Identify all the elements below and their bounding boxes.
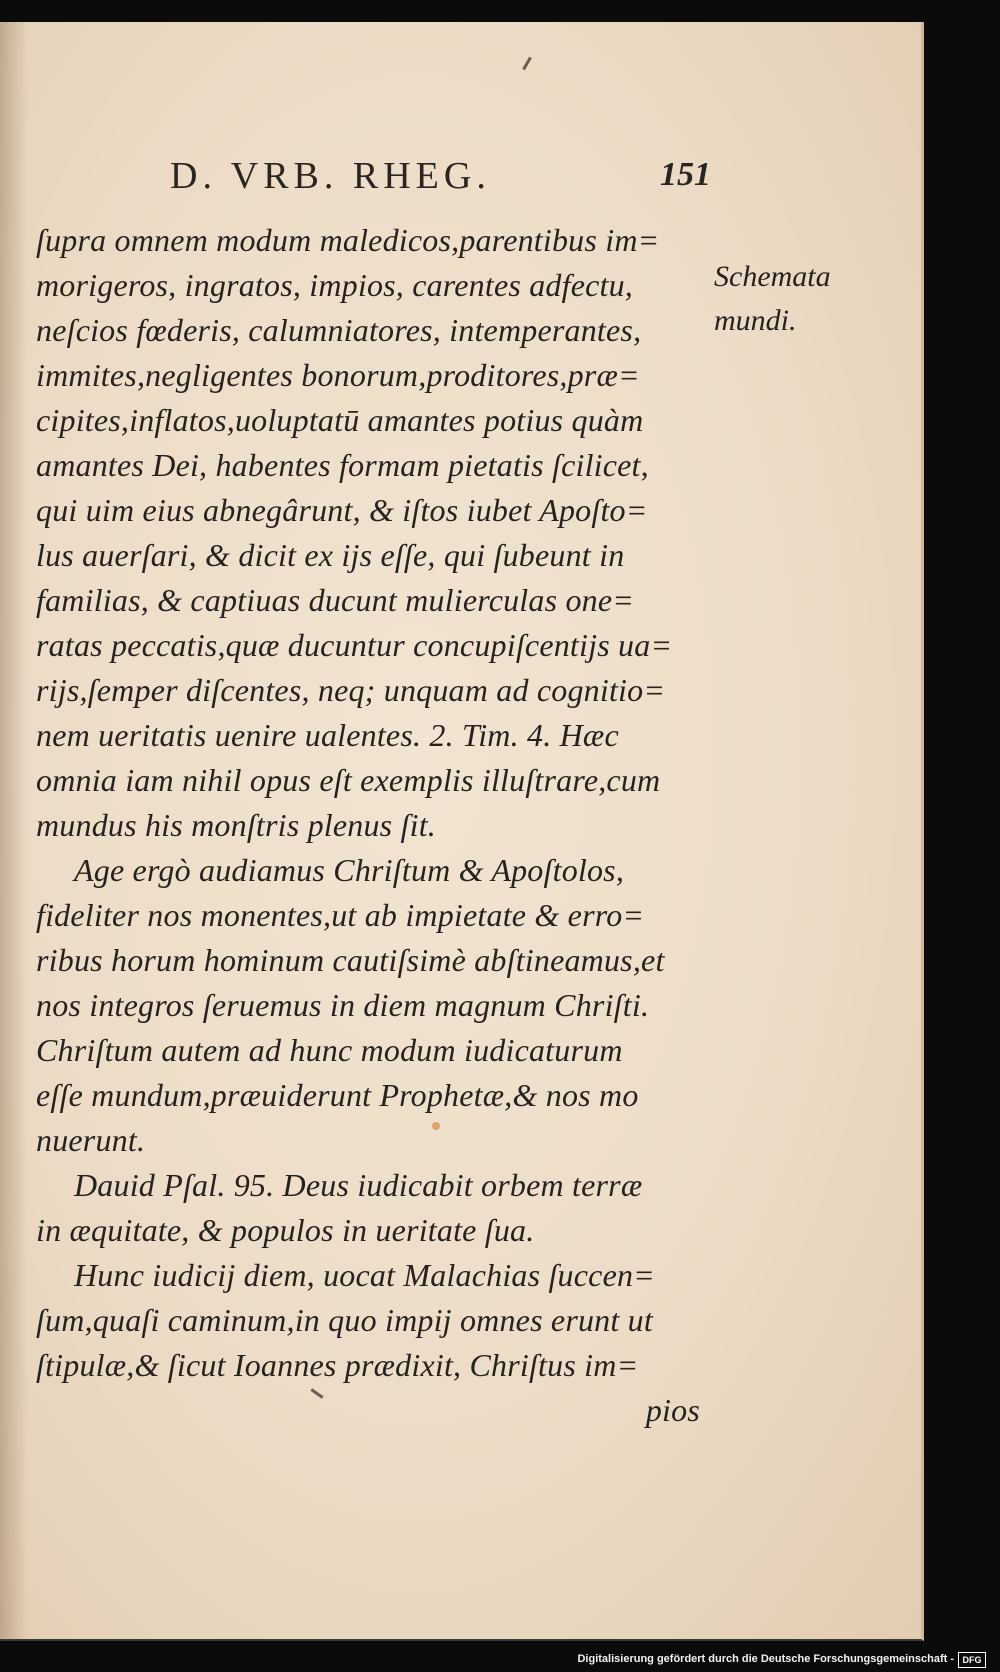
text-line: ſupra omnem modum maledicos,parentibus im= (36, 222, 660, 258)
text-line: Hunc iudicij diem, uocat Malachias ſuccen= (74, 1257, 655, 1293)
text-line: rijs,ſemper diſcentes, neq; unquam ad cognitio= (36, 672, 666, 708)
book-page (0, 22, 924, 1641)
text-line: lus auerſari, & dicit ex ijs eſſe, qui ſubeunt in (36, 537, 625, 573)
dfg-logo: DFG (958, 1652, 986, 1668)
text-line: familias, & captiuas ducunt mulierculas one= (36, 582, 635, 618)
text-line: Age ergò audiamus Chriſtum & Apoſtolos, (74, 852, 625, 888)
gutter-shadow (0, 22, 28, 1639)
running-head: D. VRB. RHEG. (170, 155, 491, 197)
text-line: amantes Dei, habentes formam pietatis ſcilicet, (36, 447, 649, 483)
text-line: ſtipulæ,& ſicut Ioannes prædixit, Chriſtus im= (36, 1347, 639, 1383)
catchword: pios (645, 1392, 700, 1428)
paper-stain (432, 1122, 440, 1130)
margin-note (714, 255, 831, 343)
body-text (36, 218, 716, 1433)
text-line: in æquitate, & populos in ueritate ſua. (36, 1212, 535, 1248)
text-line: immites,negligentes bonorum,proditores,præ= (36, 357, 640, 393)
text-line: Dauid Pſal. 95. Deus iudicabit orbem terræ (74, 1167, 643, 1203)
text-line: qui uim eius abnegârunt, & iſtos iubet Apoſto= (36, 492, 648, 528)
text-line: ribus horum hominum cautiſsimè abſtineamus,et (36, 942, 665, 978)
text-line: nos integros ſeruemus in diem magnum Chriſti. (36, 987, 650, 1023)
text-line: Chriſtum autem ad hunc modum iudicaturum (36, 1032, 623, 1068)
page-number: 151 (660, 156, 711, 193)
text-line: eſſe mundum,præuiderunt Prophetæ,& nos mo (36, 1077, 639, 1113)
text-line: nem ueritatis uenire ualentes. 2. Tim. 4. Hæc (36, 717, 619, 753)
digitization-footer (0, 1649, 1000, 1672)
text-line: ſum,quaſi caminum,in quo impij omnes erunt ut (36, 1302, 653, 1338)
text-line: nuerunt. (36, 1122, 146, 1158)
text-line: mundus his monſtris plenus ſit. (36, 807, 437, 843)
text-line: fideliter nos monentes,ut ab impietate & erro= (36, 897, 645, 933)
text-line: cipites,inflatos,uoluptatū amantes potius quàm (36, 402, 644, 438)
margin-note-line: mundi. (714, 304, 797, 337)
funding-credit: Digitalisierung gefördert durch die Deutsche Forschungsgemeinschaft - (577, 1653, 954, 1665)
page-header (0, 154, 921, 202)
margin-note-line: Schemata (714, 260, 831, 293)
ink-mark (522, 57, 532, 71)
text-line: morigeros, ingratos, impios, carentes adfectu, (36, 267, 634, 303)
text-line: omnia iam nihil opus eſt exemplis illuſtrare,cum (36, 762, 661, 798)
text-line: neſcios fœderis, calumniatores, intemperantes, (36, 312, 642, 348)
text-line: ratas peccatis,quæ ducuntur concupiſcentijs ua= (36, 627, 673, 663)
